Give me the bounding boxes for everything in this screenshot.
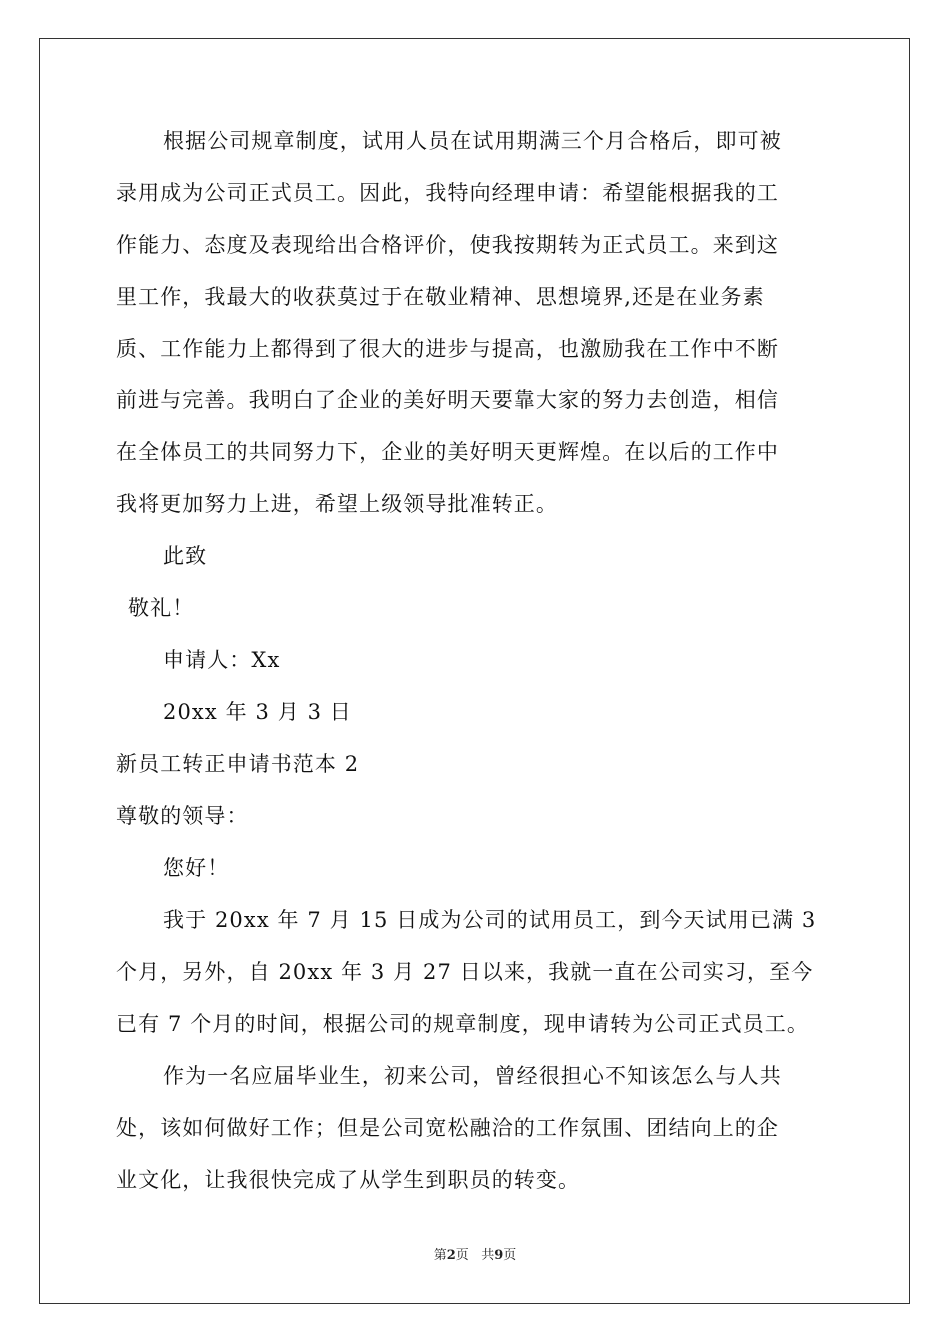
paragraph-line: 作能力、态度及表现给出合格评价，使我按期转为正式员工。来到这 — [116, 233, 779, 257]
paragraph-line: 前进与完善。我明白了企业的美好明天要靠大家的努力去创造，相信 — [116, 388, 779, 412]
date-line: 20xx 年 3 月 3 日 — [163, 700, 352, 724]
page-footer — [0, 1247, 950, 1265]
paragraph-line: 我将更加努力上进，希望上级领导批准转正。 — [116, 492, 558, 516]
total-prefix: 共 — [481, 1248, 495, 1263]
applicant-line: 申请人：Xx — [163, 648, 281, 672]
paragraph-line: 个月，另外，自 20xx 年 3 月 27 日以来，我就一直在公司实习，至今 — [116, 960, 814, 984]
paragraph-line: 我于 20xx 年 7 月 15 日成为公司的试用员工，到今天试用已满 3 — [163, 908, 817, 932]
paragraph-line: 质、工作能力上都得到了很大的进步与提高，也激励我在工作中不断 — [116, 337, 779, 361]
paragraph-line: 业文化，让我很快完成了从学生到职员的转变。 — [116, 1168, 581, 1192]
page-prefix: 第 — [433, 1248, 447, 1263]
salutation-line: 敬礼！ — [128, 596, 195, 620]
paragraph-line: 录用成为公司正式员工。因此，我特向经理申请：希望能根据我的工 — [116, 181, 779, 205]
paragraph-line: 根据公司规章制度，试用人员在试用期满三个月合格后，即可被 — [163, 129, 782, 153]
page-suffix: 页 — [455, 1248, 469, 1263]
total-suffix: 页 — [503, 1248, 517, 1263]
total-pages: 9 — [494, 1248, 504, 1263]
greeting-line: 尊敬的领导： — [116, 804, 249, 828]
paragraph-line: 里工作，我最大的收获莫过于在敬业精神、思想境界,还是在业务素 — [116, 285, 765, 309]
paragraph-line: 作为一名应届毕业生，初来公司，曾经很担心不知该怎么与人共 — [163, 1064, 782, 1088]
section-title: 新员工转正申请书范本 2 — [116, 752, 360, 776]
paragraph-line: 处，该如何做好工作；但是公司宽松融洽的工作氛围、团结向上的企 — [116, 1116, 779, 1140]
paragraph-line: 已有 7 个月的时间，根据公司的规章制度，现申请转为公司正式员工。 — [116, 1012, 810, 1036]
page-number: 2 — [446, 1248, 456, 1263]
greeting-line: 您好！ — [163, 856, 230, 880]
paragraph-line: 在全体员工的共同努力下，企业的美好明天更辉煌。在以后的工作中 — [116, 440, 779, 464]
closing-line: 此致 — [163, 544, 208, 568]
